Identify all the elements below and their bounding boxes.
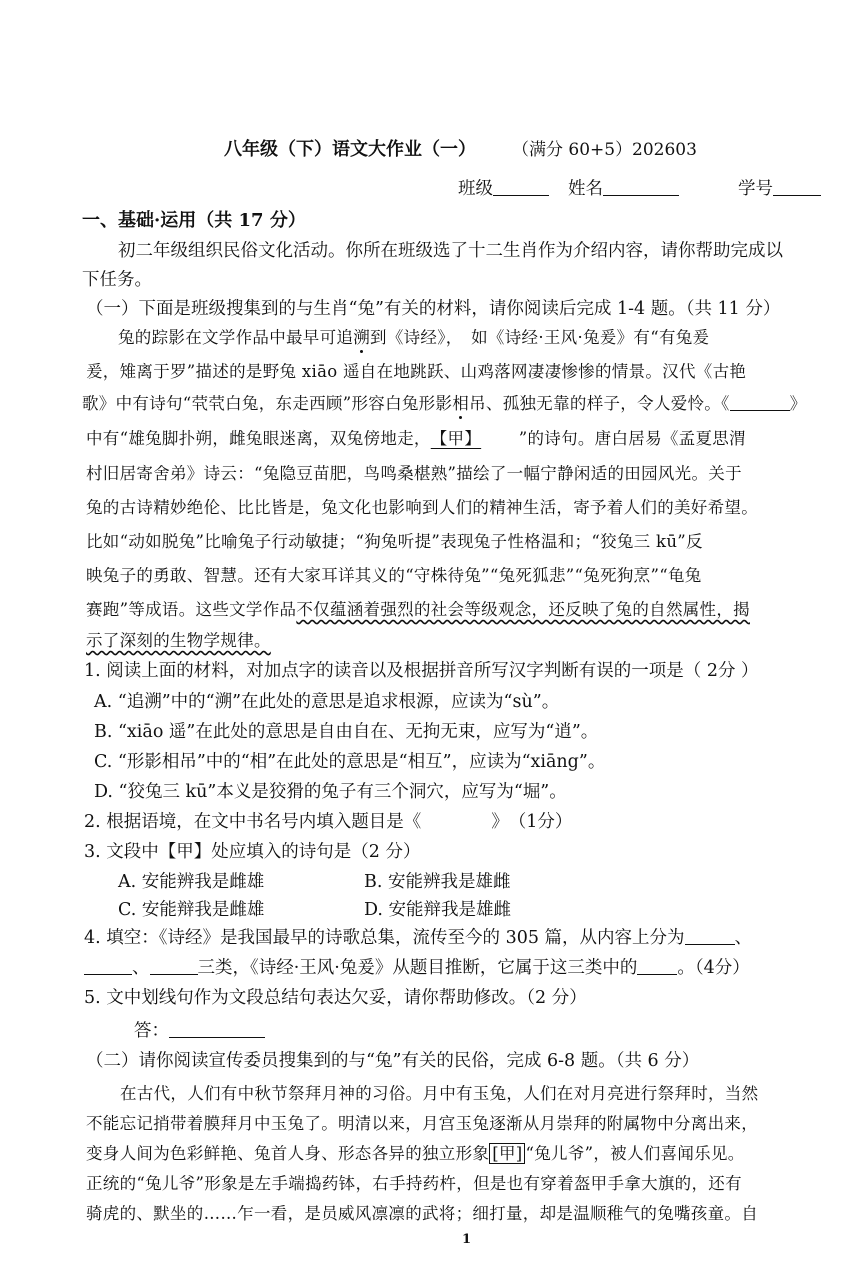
title-blank[interactable] (730, 394, 790, 411)
option-1d[interactable]: D. “狡兔三 kū”本义是狡猾的兔子有三个洞穴，应写为“堀”。 (94, 782, 567, 802)
page-number: 1 (462, 1232, 472, 1247)
full-score: （满分 60+5） (512, 140, 633, 160)
underlined-summary: 示了深刻的生物学规律。 (86, 631, 271, 650)
answer-field[interactable] (134, 1020, 265, 1042)
passage-line: 歌》中有诗句“茕茕白兔，东走西顾”形容白兔形影相吊、孤独无靠的样子，令人爱怜。《 》 (82, 394, 807, 413)
passage-line: 不能忘记捎带着膜拜月中玉兔了。明清以来，月宫玉兔逐渐从月崇拜的附属物中分离出来， (86, 1114, 758, 1133)
fill-blank[interactable] (150, 958, 198, 975)
passage-line: 在古代，人们有中秋节祭拜月神的习俗。月中有玉兔，人们在对月亮进行祭拜时，当然 (120, 1084, 759, 1103)
question-2: 2. 根据语境，在文中书名号内填入题目是《 》 （1分） (84, 812, 573, 832)
intro-line: 初二年级组织民俗文化活动。你所在班级选了十二生肖作为介绍内容，请你帮助完成以 (118, 241, 783, 261)
class-blank[interactable] (493, 179, 549, 196)
question-4-cont: 、 三类，《诗经·王风·兔爰》从题目推断，它属于这三类中的 。（4分） (84, 957, 750, 979)
passage-line: 骑虎的、默坐的……乍一看，是员威风凛凛的武将；细打量，却是温顺稚气的兔嘴孩童。自 (86, 1204, 758, 1223)
document-title: 八年级（下）语文大作业（一） (224, 139, 476, 160)
question-5: 5. 文中划线句作为文段总结句表达欠妥，请你帮助修改。（2 分） (84, 988, 587, 1008)
name-blank[interactable] (603, 179, 679, 196)
passage-line: 兔的踪影在文学作品中最早可追溯到《诗经》， 如《诗经·王风·兔爰》有“有兔爰 (118, 328, 710, 347)
passage-line: 赛跑”等成语。这些文学作品不仅蕴涵着强烈的社会等级观念，还反映了兔的自然属性，揭 (86, 600, 750, 619)
question-1: 1. 阅读上面的材料，对加点字的读音以及根据拼音所写汉字判断有误的一项是（ 2分 ） (84, 661, 759, 681)
passage-line: 兔的古诗精妙绝伦、比比皆是，兔文化也影响到人们的精神生活，寄予着人们的美好希望。 (86, 498, 758, 517)
question-3: 3. 文段中【甲】处应填入的诗句是（2 分） (84, 842, 421, 862)
student-id-blank[interactable] (773, 179, 821, 196)
dotted-char: 相 (452, 394, 470, 413)
jia-blank[interactable]: 【甲】 (430, 429, 482, 448)
option-3d[interactable]: D. 安能辩我是雄雌 (364, 900, 512, 920)
answer-label: 答： (134, 1021, 169, 1041)
fill-blank[interactable] (637, 958, 677, 975)
name-label: 姓名 (568, 179, 603, 199)
jia-box[interactable]: [甲] (489, 1143, 525, 1164)
option-1b[interactable]: B. “xiāo 遥”在此处的意思是自由自在、无拘无束，应写为“逍”。 (94, 722, 599, 742)
part-heading: （二）请你阅读宣传委员搜集到的与“兔”有关的民俗，完成 6-8 题。（共 6 分） (86, 1051, 700, 1071)
fill-blank[interactable] (685, 928, 735, 945)
passage-line: 村旧居寄舍弟》诗云：“兔隐豆苗肥，鸟鸣桑椹熟”描绘了一幅宁静闲适的田园风光。关于 (86, 464, 742, 483)
option-1a[interactable]: A. “追溯”中的“溯”在此处的意思是追求根源，应读为“sù”。 (94, 692, 560, 712)
option-3a[interactable]: A. 安能辨我是雌雄 (118, 872, 265, 892)
passage-line: 比如“动如脱兔”比喻兔子行动敏捷；“狗兔听提”表现兔子性格温和；“狡兔三 kū”反 (86, 532, 703, 551)
passage-line (86, 630, 271, 652)
passage-line: 映兔子的勇敢、智慧。还有大家耳详其义的“守株待兔”“兔死狐悲”“兔死狗烹”“龟兔 (86, 566, 702, 585)
class-field[interactable] (458, 178, 549, 200)
underlined-summary: 不仅蕴涵着强烈的社会等级观念，还反映了兔的自然属性，揭 (296, 600, 750, 619)
fill-blank[interactable] (84, 958, 132, 975)
option-3c[interactable]: C. 安能辩我是雌雄 (118, 900, 265, 920)
passage-line: 中有“雄兔脚扑朔，雌兔眼迷离，双兔傍地走，【甲】 ”的诗句。唐白居易《孟夏思渭 (86, 429, 746, 448)
document-code: 202603 (632, 140, 697, 160)
class-label: 班级 (458, 179, 493, 199)
student-id-field[interactable] (738, 178, 821, 200)
passage-line: 爰，雉离于罗”描述的是野兔 xiāo 遥自在地跳跃、山鸡落网凄凄惨惨的情景。汉代《古艳 (86, 362, 747, 381)
answer-blank[interactable] (169, 1021, 265, 1038)
name-field[interactable] (568, 178, 679, 200)
part-heading: （一）下面是班级搜集到的与生肖“兔”有关的材料，请你阅读后完成 1-4 题。（共 11 分） (86, 299, 781, 319)
question-4: 4. 填空：《诗经》是我国最早的诗歌总集，流传至今的 305 篇，从内容上分为 、 (84, 928, 753, 948)
passage-line: 变身人间为色彩鲜艳、兔首人身、形态各异的独立形象 [甲] “兔儿爷”，被人们喜闻乐见。 (86, 1144, 745, 1163)
passage-line: 正统的“兔儿爷”形象是左手端捣药钵，右手持药杵，但是也有穿着盔甲手拿大旗的，还有 (86, 1174, 742, 1193)
option-1c[interactable]: C. “形影相吊”中的“相”在此处的意思是“相互”，应读为“xiāng”。 (94, 752, 606, 772)
dotted-char: 溯 (353, 328, 371, 347)
option-3b[interactable]: B. 安能辨我是雄雌 (364, 872, 511, 892)
intro-line: 下任务。 (82, 270, 152, 290)
student-id-label: 学号 (738, 179, 773, 199)
section-heading: 一、基础·运用（共 17 分） (82, 210, 306, 231)
